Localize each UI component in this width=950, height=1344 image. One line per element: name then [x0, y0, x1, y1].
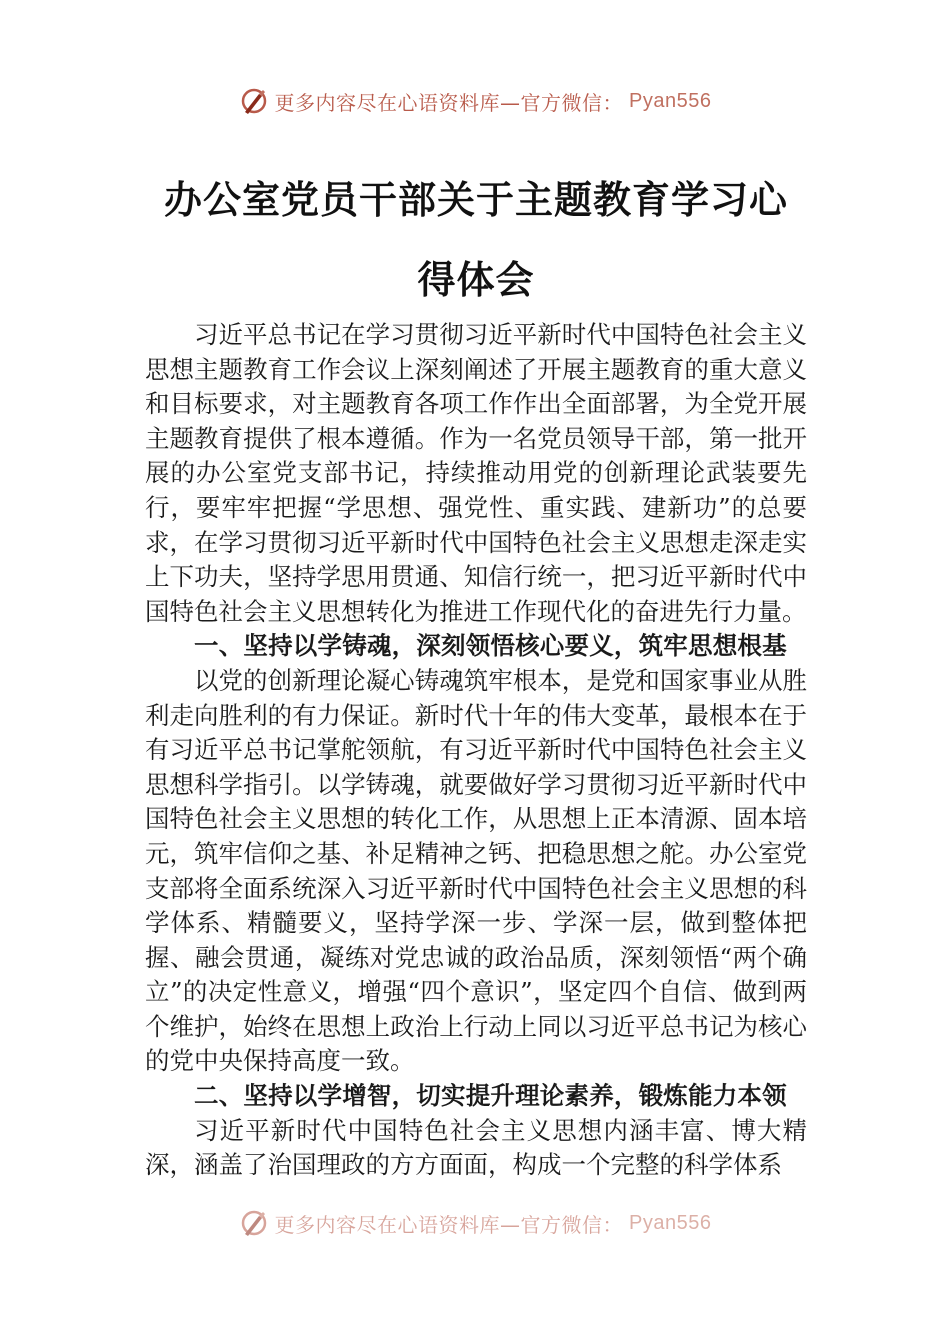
document-title: 办公室党员干部关于主题教育学习心得体会 — [163, 177, 788, 302]
section-heading-1: 一、坚持以学铸魂，深刻领悟核心要义，筑牢思想根基 — [194, 631, 787, 661]
watermark-code: Pyan556 — [629, 89, 712, 112]
section-heading-2: 二、坚持以学增智，切实提升理论素养，锻炼能力本领 — [194, 1081, 787, 1111]
watermark-text: 更多内容尽在心语资料库—官方微信： — [274, 90, 624, 115]
intro-paragraph: 习近平总书记在学习贯彻习近平新时代中国特色社会主义思想主题教育工作会议上深刻阐述了开展主题教育的重大意义和目标要求，对主题教育各项工作作出全面部署，为全党开展主题教育提供了根本遵循。作为一名党员领导干部，第一批开展的办公室党支部书记，持续推动用党的创新理论武装要先行，要牢牢把握“学思想、强党性、重实践、建新功”的总要求，在学习贯彻习近平新时代中国特色社会主义思想走深走实上下功夫，坚持学思用贯通、知信行统一，把习近平新时代中国特色社会主义思想转化为推进工作现代化的奋进先行力量。 — [145, 320, 807, 626]
section-1-paragraph: 以党的创新理论凝心铸魂筑牢根本，是党和国家事业从胜利走向胜利的有力保证。新时代十年的伟大变革，最根本在于有习近平总书记掌舵领航，有习近平新时代中国特色社会主义思想科学指引。以学铸魂，就要做好学习贯彻习近平新时代中国特色社会主义思想的转化工作，从思想上正本清源、固本培元，筑牢信仰之基、补足精神之钙、把稳思想之舵。办公室党支部将全面系统深入习近平新时代中国特色社会主义思想的科学体系、精髓要义，坚持学深一步、学深一层，做到整体把握、融会贯通，凝练对党忠诚的政治品质，深刻领悟“两个确立”的决定性意义，增强“四个意识”，坚定四个自信、做到两个维护，始终在思想上政治上行动上同以习近平总书记为核心的党中央保持高度一致。 — [145, 665, 807, 1076]
watermark-code: Pyan556 — [629, 1211, 712, 1234]
header-watermark — [0, 86, 950, 116]
footer-watermark — [0, 1208, 950, 1238]
section-2-paragraph: 习近平新时代中国特色社会主义思想内涵丰富、博大精深，涵盖了治国理政的方方面面，构成一个完整的科学体系 — [145, 1115, 807, 1180]
pen-logo-icon — [239, 86, 269, 116]
watermark-text: 更多内容尽在心语资料库—官方微信： — [274, 1212, 624, 1237]
pen-logo-icon — [239, 1208, 269, 1238]
document-body — [145, 318, 807, 1183]
